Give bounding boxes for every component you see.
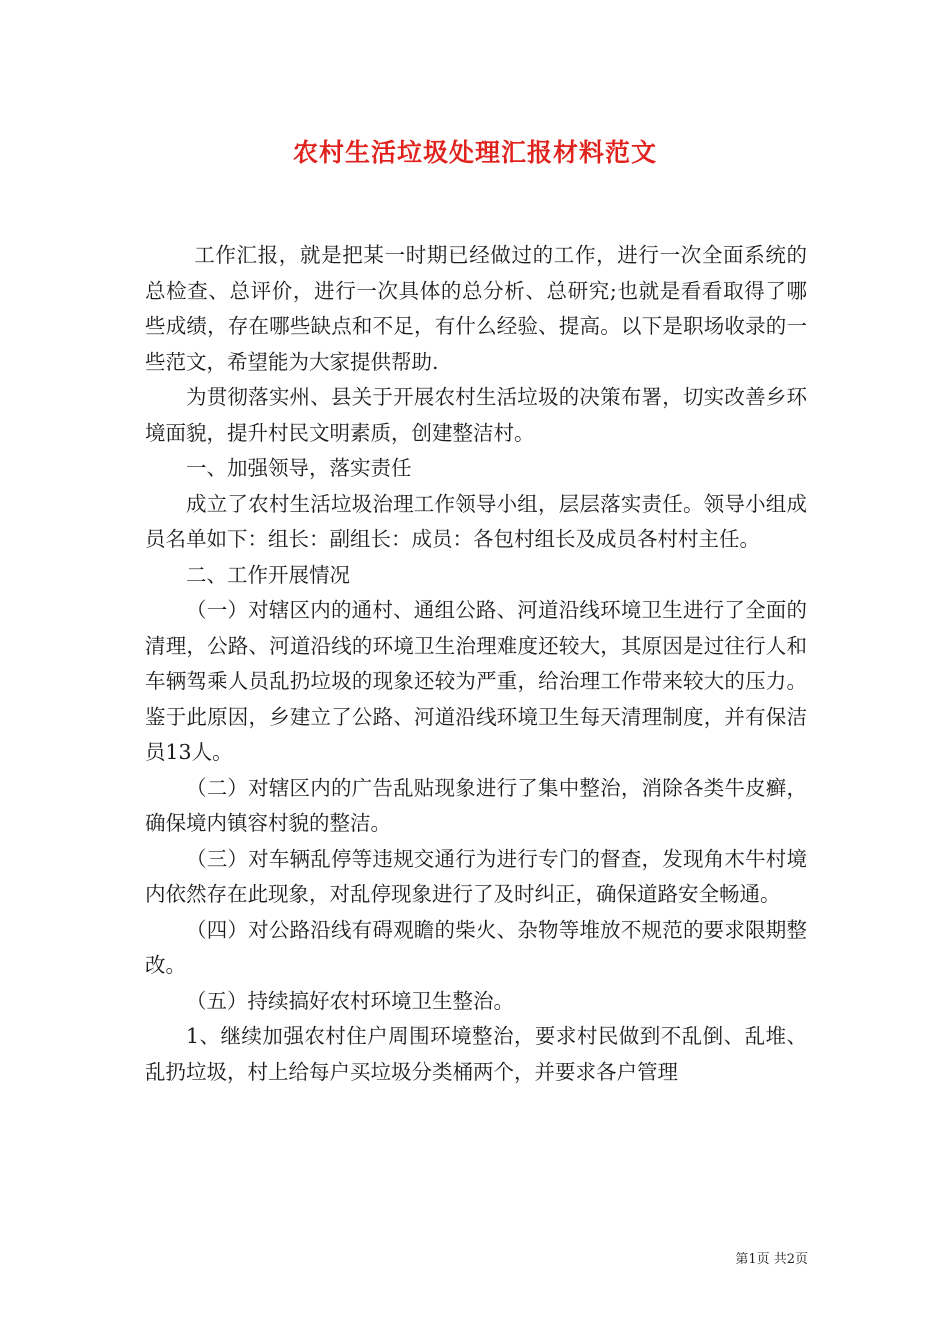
paragraph: 1、继续加强农村住户周围环境整治，要求村民做到不乱倒、乱堆、乱扔垃圾，村上给每户买垃圾分类桶两个，并要求各户管理 (145, 1024, 807, 1084)
paragraph: （一）对辖区内的通村、通组公路、河道沿线环境卫生进行了全面的清理，公路、河道沿线的环境卫生治理难度还较大，其原因是过往行人和车辆驾乘人员乱扔垃圾的现象还较为严重，给治理工作带来较大的压力。鉴于此原因，乡建立了公路、河道沿线环境卫生每天清理制度，并有保洁员13人。 (145, 598, 807, 764)
page-number-footer: 第1页 共2页 (735, 1252, 808, 1267)
paragraph: 成立了农村生活垃圾治理工作领导小组，层层落实责任。领导小组成员名单如下：组长：副组长：成员：各包村组长及成员各村村主任。 (145, 491, 807, 551)
paragraph: （二）对辖区内的广告乱贴现象进行了集中整治，消除各类牛皮癣，确保境内镇容村貌的整洁。 (145, 775, 807, 835)
paragraph: （四）对公路沿线有碍观瞻的柴火、杂物等堆放不规范的要求限期整改。 (145, 917, 807, 977)
section-heading: 一、加强领导，落实责任 (186, 456, 412, 480)
document-title: 农村生活垃圾处理汇报材料范文 (292, 138, 657, 167)
section-heading: 二、工作开展情况 (186, 562, 350, 587)
paragraph: （三）对车辆乱停等违规交通行为进行专门的督查，发现角木牛村境内依然存在此现象，对乱停现象进行了及时纠正，确保道路安全畅通。 (145, 846, 807, 906)
paragraph: 为贯彻落实州、县关于开展农村生活垃圾的决策布署，切实改善乡环境面貌，提升村民文明素质，创建整洁村。 (145, 385, 807, 445)
paragraph-intro: 工作汇报，就是把某一时期已经做过的工作，进行一次全面系统的总检查、总评价，进行一次具体的总分析、总研究;也就是看看取得了哪些成绩，存在哪些缺点和不足，有什么经验、提高。以下是职场收录的一些范文，希望能为大家提供帮助. (145, 243, 807, 374)
paragraph: （五）持续搞好农村环境卫生整治。 (186, 988, 514, 1013)
document-body (145, 238, 807, 1090)
